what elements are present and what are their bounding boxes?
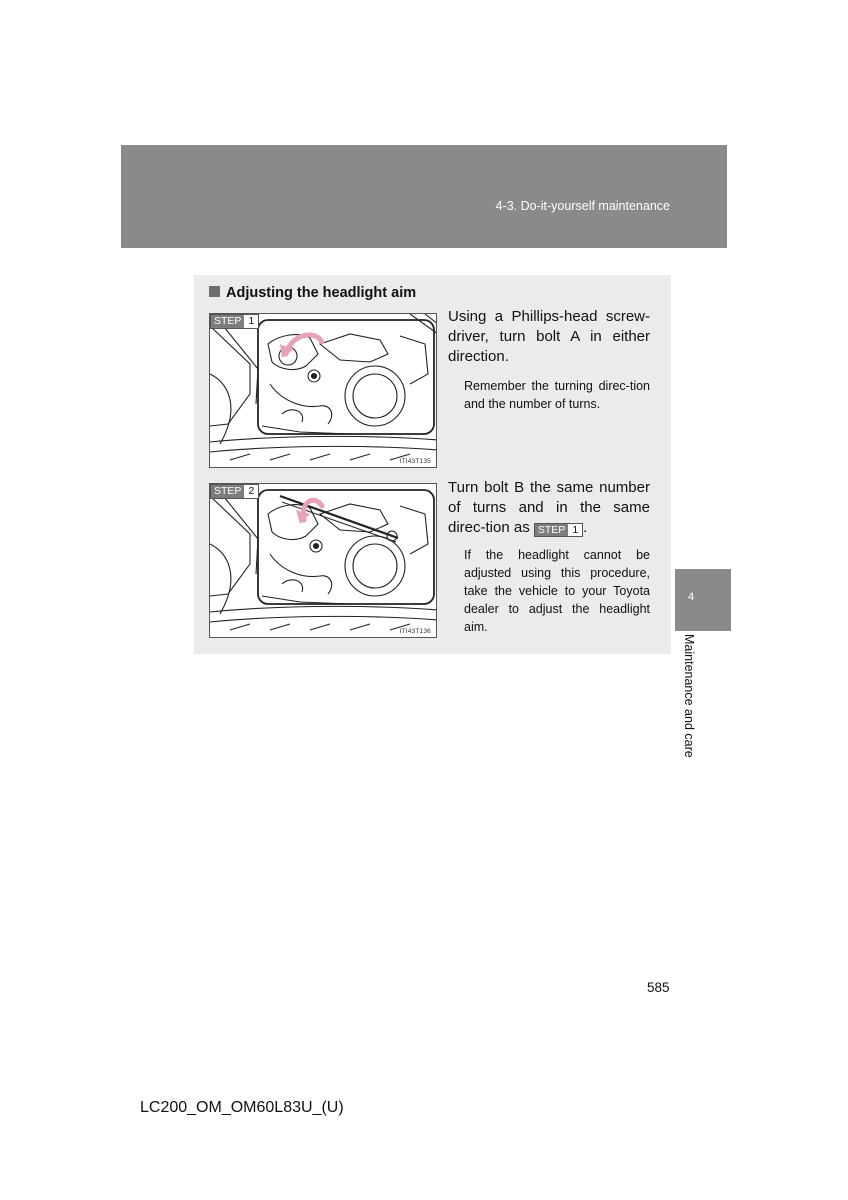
box-heading <box>209 285 416 301</box>
chapter-title-text: Maintenance and care <box>682 634 696 758</box>
step-2-instruction <box>448 478 650 538</box>
step-2-illustration <box>209 483 437 638</box>
chapter-tab[interactable] <box>675 569 731 631</box>
step-1-instruction: Using a Phillips-head screw-driver, turn bolt A in either direction. <box>448 308 650 365</box>
headlight-bolt-b-drawing <box>210 484 437 638</box>
step-1-badge-number: 1 <box>248 315 255 327</box>
box-heading-text: Adjusting the headlight aim <box>226 285 417 301</box>
chapter-number: 4 <box>688 591 695 603</box>
step-2-instruction-text: Turn bolt B the same number of turns and in the same direc-tion as <box>448 479 650 536</box>
step-1-note: Remember the turning direc-tion and the number of turns. <box>464 379 650 411</box>
step-1-badge <box>210 314 259 329</box>
step-1-figure-code: ITI43T135 <box>399 458 431 465</box>
step-2-note: If the headlight cannot be adjusted using this procedure, take the vehicle to your Toyota dealer to adjust the headlight aim. <box>464 548 650 634</box>
page-number: 585 <box>647 980 670 995</box>
step-ref-word: STEP <box>535 524 568 536</box>
step-2-badge <box>210 484 259 499</box>
step-ref-number: 1 <box>572 524 579 536</box>
document-id: LC200_OM_OM60L83U_(U) <box>140 1099 344 1116</box>
step-1-reference-badge <box>534 523 583 537</box>
square-bullet-icon <box>209 286 220 297</box>
chapter-title <box>682 634 698 769</box>
section-label: 4-3. Do-it-yourself maintenance <box>495 199 670 213</box>
step-1-illustration <box>209 313 437 468</box>
step-2-instruction-end: . <box>583 519 588 536</box>
step-2-figure-code: ITI43T136 <box>399 628 431 635</box>
step-2-badge-word: STEP <box>211 485 244 498</box>
header-band <box>121 145 727 248</box>
step-1-badge-word: STEP <box>211 315 244 328</box>
step-2-badge-number: 2 <box>248 485 255 497</box>
content-box <box>194 275 671 654</box>
headlight-bolt-a-drawing <box>210 314 437 468</box>
